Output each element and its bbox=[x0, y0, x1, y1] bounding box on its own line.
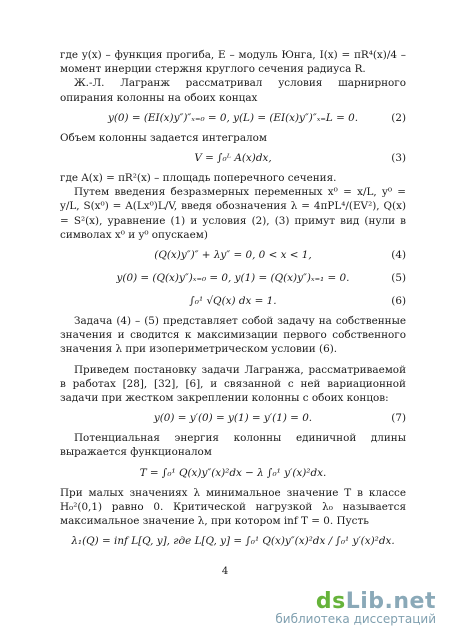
paragraph: Объем колонны задается интегралом bbox=[60, 131, 267, 144]
dslib-logo bbox=[275, 589, 436, 614]
paragraph: Ж.-Л. Лагранж рассматривал условия шарнирного опирания колонны на обоих концах bbox=[60, 77, 406, 104]
equation-body: (Q(x)y″)″ + λy″ = 0, 0 < x < 1, bbox=[154, 248, 312, 261]
equation-5 bbox=[60, 268, 406, 288]
equation-4 bbox=[60, 245, 406, 265]
paragraph: Задача (4) – (5) представляет собой задачу на собственные значения и сводится к максимизации первого собственного значения λ при изопериметрическом условии (6). bbox=[60, 315, 406, 356]
equation-number: (4) bbox=[391, 248, 406, 261]
equation-body: y(0) = y′(0) = y(1) = y′(1) = 0. bbox=[153, 412, 313, 425]
equation-body: ∫₀¹ √Q(x) dx = 1. bbox=[189, 294, 277, 307]
equation-7 bbox=[60, 408, 406, 428]
document-page bbox=[60, 48, 406, 554]
equation-lambda bbox=[60, 531, 406, 551]
equation-body: y(0) = (Q(x)y″)ₓ₌₀ = 0, y(1) = (Q(x)y″)ₓ₌₁ = 0. bbox=[116, 271, 350, 284]
paragraph: При малых значениях λ минимальное значение T в классе H₀²(0,1) равно 0. Критической нагрузкой λ₀ называется максимальное значение λ, при котором inf T = 0. Пусть bbox=[60, 486, 406, 528]
equation-body: T = ∫₀¹ Q(x)y″(x)²dx − λ ∫₀¹ y′(x)²dx. bbox=[139, 466, 327, 479]
paragraph: Путем введения безразмерных переменных x⁰ = x/L, y⁰ = y/L, S(x⁰) = A(Lx⁰)L/V, введя обозначения λ = 4πPL⁴/(EV²), Q(x) = S²(x), уравнение (1) и условия (2), (3) примут вид (нули в символах x⁰ и y⁰ опускаем) bbox=[60, 186, 406, 241]
paragraph: Потенциальная энергия колонны единичной длины выражается функционалом bbox=[60, 432, 406, 459]
equation-number: (3) bbox=[391, 151, 406, 164]
equation-number: (7) bbox=[391, 412, 406, 425]
watermark[interactable] bbox=[275, 589, 436, 626]
watermark-subtitle: библиотека диссертаций bbox=[275, 612, 436, 626]
paragraph: где y(x) – функция прогиба, E – модуль Юнга, I(x) = πR⁴(x)/4 – момент инерции стержня круглого сечения радиуса R. bbox=[60, 49, 406, 76]
equation-2 bbox=[60, 108, 406, 128]
equation-body: V = ∫₀ᴸ A(x)dx, bbox=[194, 151, 272, 164]
equation-number: (2) bbox=[391, 111, 406, 124]
logo-prefix: ds bbox=[315, 589, 346, 614]
equation-energy bbox=[60, 463, 406, 483]
equation-body: λ₁(Q) = inf L[Q, y], где L[Q, y] = ∫₀¹ Q(x)y″(x)²dx / ∫₀¹ y′(x)²dx. bbox=[71, 535, 395, 548]
paragraph: Приведем постановку задачи Лагранжа, рассматриваемой в работах [28], [32], [6], и связанной с ней вариационной задачи при жестком закреплении колонны с обоих концов: bbox=[60, 363, 406, 405]
equation-3 bbox=[60, 148, 406, 168]
logo-main: Lib.net bbox=[345, 589, 436, 614]
paragraph: где A(x) = πR²(x) – площадь поперечного сечения. bbox=[60, 172, 337, 185]
equation-6 bbox=[60, 291, 406, 311]
equation-number: (6) bbox=[391, 294, 406, 307]
page-number: 4 bbox=[221, 566, 229, 577]
equation-body: y(0) = (EI(x)y″)″ₓ₌₀ = 0, y(L) = (EI(x)y″)″ₓ₌L = 0. bbox=[107, 111, 359, 124]
equation-number: (5) bbox=[391, 271, 406, 284]
